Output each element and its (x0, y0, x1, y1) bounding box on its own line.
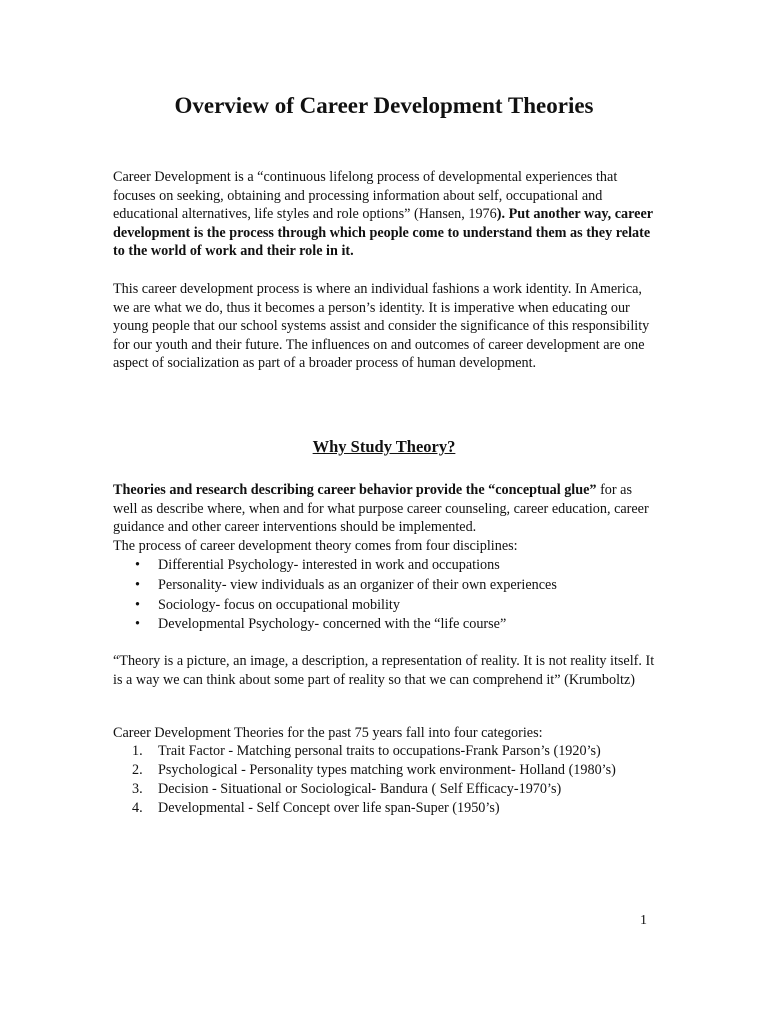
intro-paragraph-text: Career Development is a “continuous lifelong process of developmental experiences that focuses on seeking, obtaining and processing information about self, occupational and educational alternatives, life styles and role options” (Hansen, 1976 (113, 169, 618, 223)
theory-paragraph-bold: Theories and research describing career behavior provide the “conceptual glue” (113, 482, 597, 498)
intro-paragraph (113, 168, 658, 261)
list-item (113, 556, 673, 576)
identity-paragraph: This career development process is where an individual fashions a work identity. In America, we are what we do, thus it becomes a person’s identity. It is imperative when educating our young people that our school systems assist and consider the significance of this responsibility for our youth and their future. The influences on and outcomes of career development are one aspect of socialization as part of a broader process of human development. (113, 281, 650, 372)
bullet-icon: • (135, 596, 140, 613)
list-item (113, 596, 673, 616)
list-item (113, 742, 673, 761)
list-number: 2. (132, 762, 143, 778)
list-item (113, 799, 673, 818)
list-item-text: Decision - Situational or Sociological- Bandura ( Self Efficacy-1970’s) (158, 781, 562, 797)
bullet-icon: • (135, 557, 140, 573)
list-number: 3. (132, 781, 143, 797)
categories-intro: Career Development Theories for the past 75 years fall into four categories: (113, 725, 543, 741)
theory-quote: “Theory is a picture, an image, a description, a representation of reality. It is not reality itself. It is a way we can think about some part of reality so that we can comprehend it” (Krumboltz) (113, 653, 655, 688)
list-number: 1. (132, 743, 143, 759)
bullet-icon: • (135, 576, 140, 593)
page-number: 1 (640, 913, 647, 928)
theory-paragraph-text: for as well as describe where, when and for what purpose career counseling, career education, career guidance and other career interventions should be implemented. (113, 482, 649, 536)
list-item-text: Developmental Psychology- concerned with the “life course” (158, 616, 507, 633)
list-item-text: Trait Factor - Matching personal traits to occupations-Frank Parson’s (1920’s) (158, 743, 601, 759)
list-item-text: Differential Psychology- interested in work and occupations (158, 557, 500, 573)
theory-paragraph (113, 481, 658, 555)
list-item-text: Sociology- focus on occupational mobility (158, 596, 400, 613)
intro-paragraph-bold: ). Put another way, career development is the process through which people come to understand them as they relate to the world of work and their role in it. (113, 206, 653, 260)
page-title: Overview of Career Development Theories (174, 93, 594, 118)
list-item-text: Psychological - Personality types matching work environment- Holland (1980’s) (158, 762, 616, 778)
categories-list (113, 742, 673, 818)
list-item (113, 761, 673, 780)
disciplines-intro: The process of career development theory comes from four disciplines: (113, 537, 518, 554)
list-item (113, 615, 673, 635)
list-item (113, 780, 673, 799)
list-item-text: Developmental - Self Concept over life span-Super (1950’s) (158, 800, 500, 816)
section-heading: Why Study Theory? (312, 437, 456, 456)
list-number: 4. (132, 800, 143, 816)
bullet-icon: • (135, 616, 140, 633)
list-item-text: Personality- view individuals as an organizer of their own experiences (158, 576, 557, 593)
disciplines-list (113, 556, 673, 635)
list-item (113, 576, 673, 596)
